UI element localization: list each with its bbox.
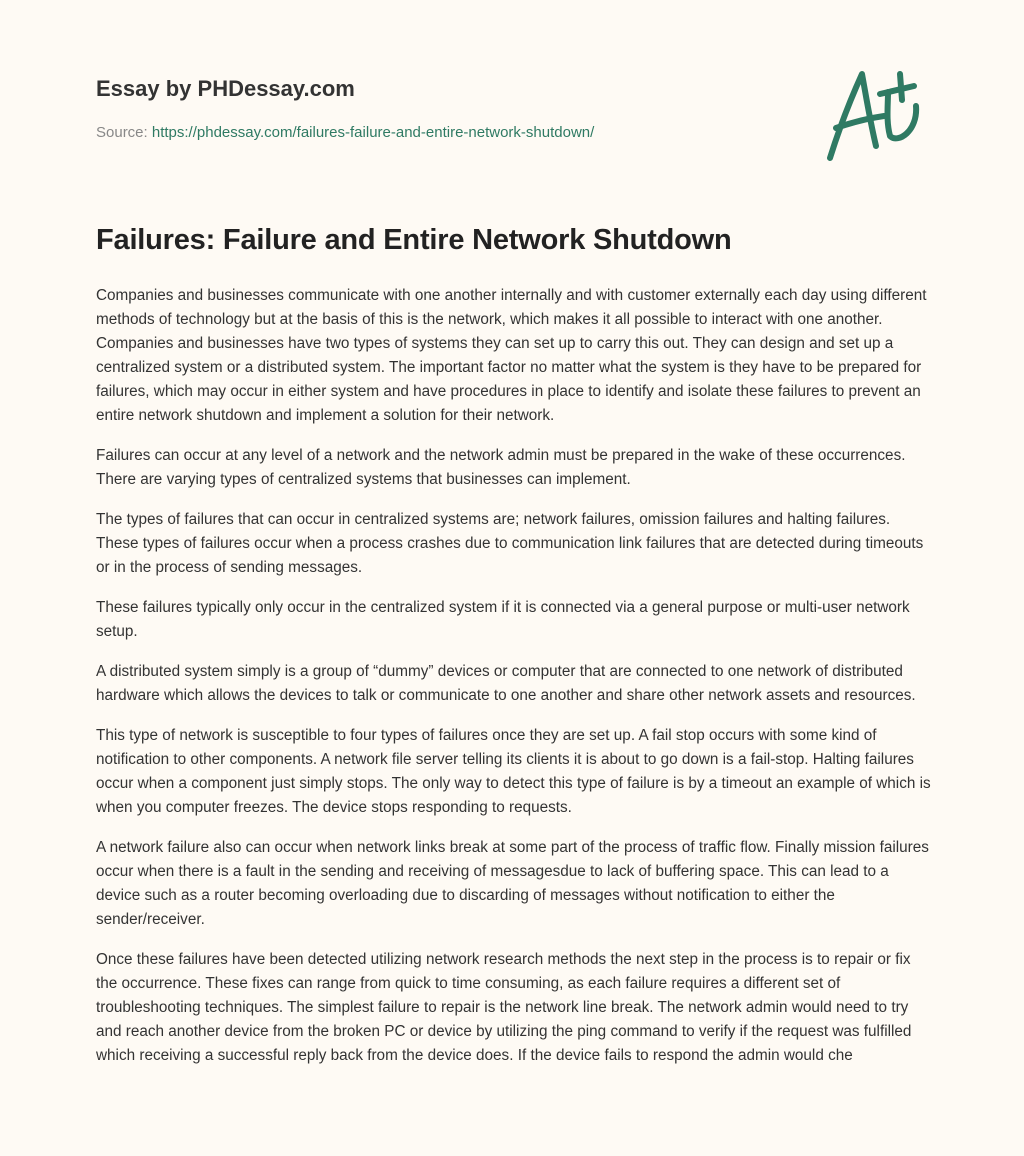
essay-paragraph: This type of network is susceptible to four types of failures once they are set up. A fail stop occurs with some kind of notification to other components. A network file server telling its clients it is about to go down is a fail-stop. Halting failures occur when a component just simply stops. The only way to detect this type of failure is by a timeout an example of which is when you computer freezes. The device stops responding to requests. [96,727,931,816]
source-line [96,124,594,141]
essay-paragraph: The types of failures that can occur in centralized systems are; network failures, omission failures and halting failures. These types of failures occur when a process crashes due to communication link failures that are detected during timeouts or in the process of sending messages. [96,511,924,576]
site-brand: Essay by PHDessay.com [96,76,355,101]
essay-title: Failures: Failure and Entire Network Shutdown [96,224,732,256]
essay-paragraph: Companies and businesses communicate with one another internally and with customer externally each day using different methods of technology but at the basis of this is the network, which makes it all possible to interact with one another. Companies and businesses have two types of systems they can set up to carry this out. They can design and set up a centralized system or a distributed system. The important factor no matter what the system is they have to be prepared for failures, which may occur in either system and have procedures in place to identify and isolate these failures to prevent an entire network shutdown and implement a solution for their network. [96,287,927,424]
essay-paragraph: Once these failures have been detected utilizing network research methods the next step in the process is to repair or fix the occurrence. These fixes can range from quick to time consuming, as each failure requires a different set of troubleshooting techniques. The simplest failure to repair is the network line break. The network admin would need to try and reach another device from the broken PC or device by utilizing the ping command to verify if the request was fulfilled which receiving a successful reply back from the device does. If the device fails to respond the admin would che [96,951,912,1064]
essay-paragraph: Failures can occur at any level of a network and the network admin must be prepared in the wake of these occurrences. There are varying types of centralized systems that businesses can implement. [96,447,906,488]
source-link[interactable]: https://phdessay.com/failures-failure-and-entire-network-shutdown/ [151,124,595,141]
essay-body [96,284,936,1084]
essay-paragraph: These failures typically only occur in the centralized system if it is connected via a general purpose or multi-user network setup. [96,599,910,640]
a-plus-logo-icon [818,66,928,166]
essay-paragraph: A network failure also can occur when network links break at some part of the process of traffic flow. Finally mission failures occur when there is a fault in the sending and receiving of messagesdue to lack of buffering space. This can lead to a device such as a router becoming overloading due to discarding of messages without notification to either the sender/receiver. [96,839,929,928]
essay-paragraph: A distributed system simply is a group of “dummy” devices or computer that are connected to one network of distributed hardware which allows the devices to talk or communicate to one another and share other network assets and resources. [96,663,916,704]
source-label: Source: [96,124,148,141]
